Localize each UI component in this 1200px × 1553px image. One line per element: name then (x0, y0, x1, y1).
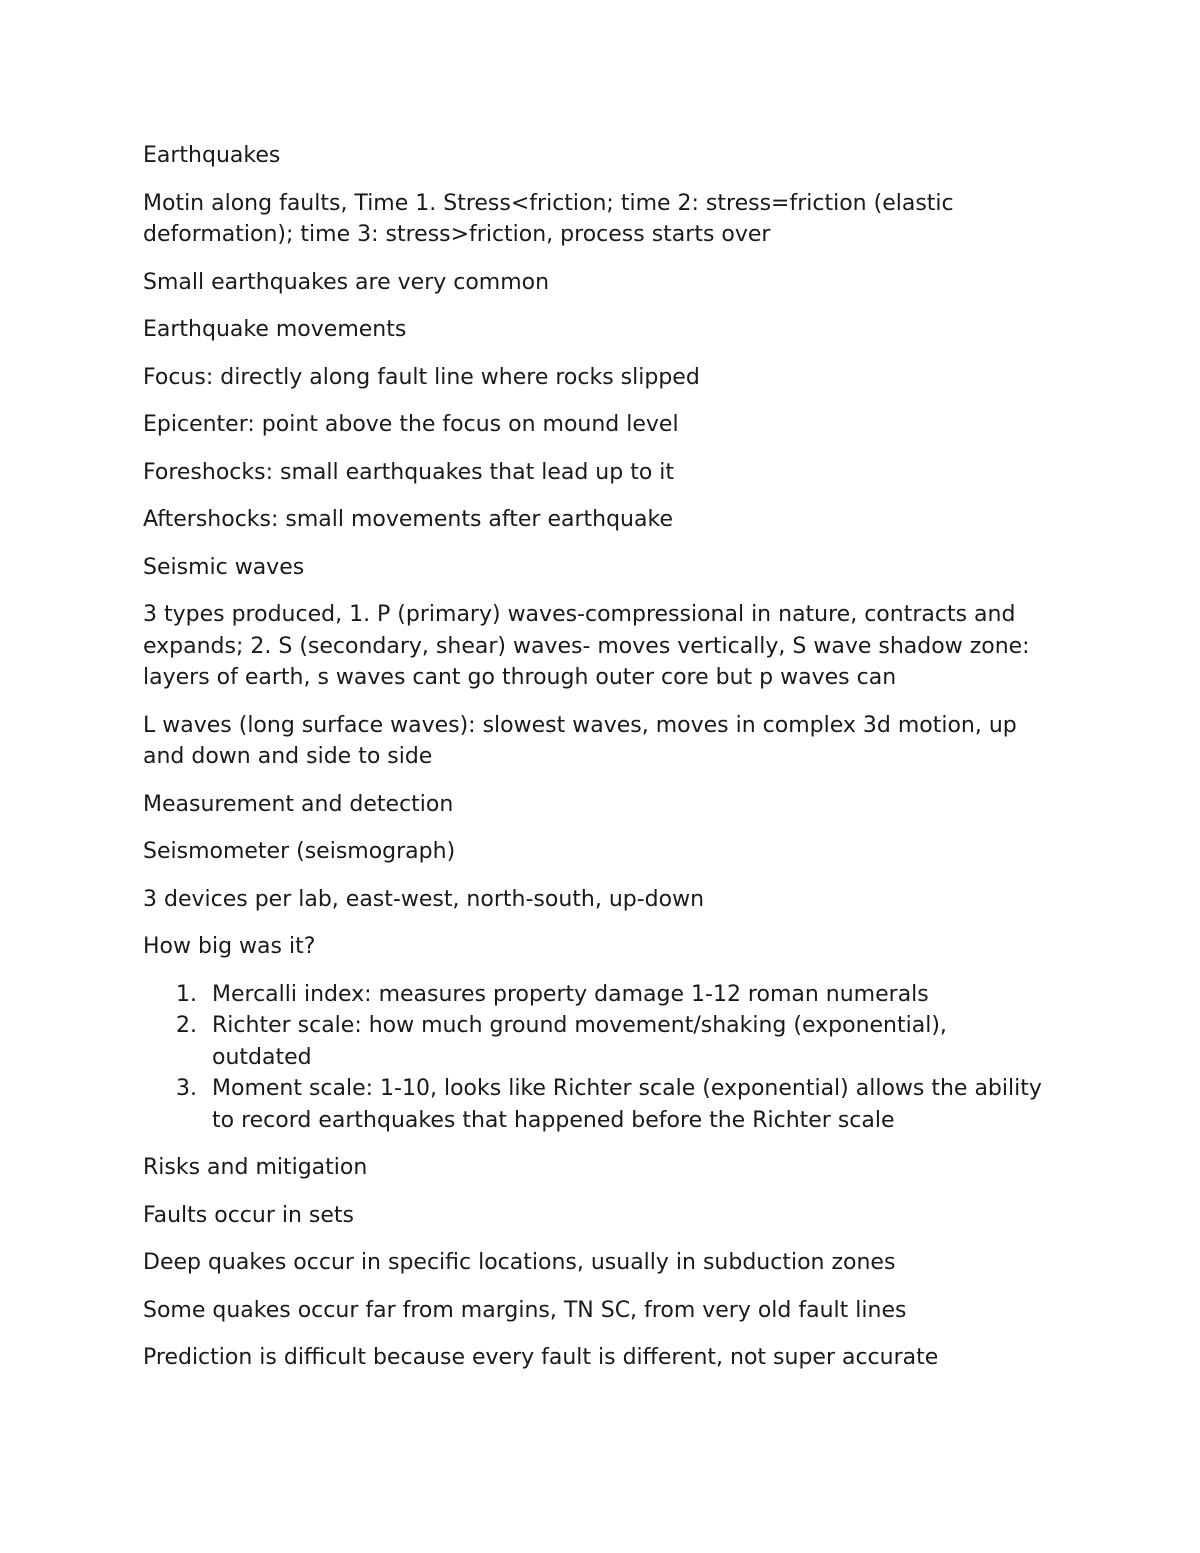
paragraph-epicenter: Epicenter: point above the focus on mound level (143, 412, 679, 437)
list-item (143, 979, 1043, 1011)
paragraph-aftershocks: Aftershocks: small movements after earthquake (143, 507, 673, 532)
paragraph-foreshocks: Foreshocks: small earthquakes that lead up to it (143, 459, 675, 485)
scale-list (143, 979, 1043, 1137)
heading-how-big: How big was it? (143, 934, 316, 959)
heading-seismic-waves: Seismic waves (143, 554, 305, 580)
paragraph-focus: Focus: directly along fault line where rocks slipped (143, 364, 700, 390)
list-number: 2. (176, 1013, 197, 1038)
list-item-text: Richter scale: how much ground movement/shaking (exponential), outdated (212, 1013, 947, 1070)
paragraph-prediction: Prediction is difficult because every fault is different, not super accurate (143, 1345, 939, 1370)
paragraph-deep-quakes: Deep quakes occur in specific locations, usually in subduction zones (143, 1250, 896, 1275)
paragraph-faults-in-sets: Faults occur in sets (143, 1202, 355, 1228)
list-item-text: Moment scale: 1-10, looks like Richter scale (exponential) allows the ability to record earthquakes that happened before the Richter scale (212, 1076, 1042, 1133)
list-item-text: Mercalli index: measures property damage 1-12 roman numerals (212, 981, 929, 1007)
paragraph-l-waves: L waves (long surface waves): slowest waves, moves in complex 3d motion, up and down and side to side (143, 712, 1017, 769)
paragraph-wave-types: 3 types produced, 1. P (primary) waves-compressional in nature, contracts and expands; 2. S (secondary, shear) waves- moves vertically, S wave shadow zone: layers of earth, s waves cant go through outer core but p waves can (143, 602, 1030, 690)
list-number: 3. (176, 1076, 197, 1101)
paragraph-seismometer: Seismometer (seismograph) (143, 839, 456, 864)
document-body (143, 140, 1043, 1390)
list-item (143, 1010, 1043, 1073)
list-number: 1. (176, 981, 197, 1007)
paragraph-far-from-margins: Some quakes occur far from margins, TN SC, from very old fault lines (143, 1297, 907, 1323)
list-item (143, 1073, 1043, 1136)
paragraph-small-earthquakes: Small earthquakes are very common (143, 269, 550, 295)
heading-measurement-detection: Measurement and detection (143, 791, 454, 817)
paragraph-motion-along-faults: Motin along faults, Time 1. Stress<friction; time 2: stress=friction (elastic deformation); time 3: stress>friction, process starts over (143, 190, 954, 247)
heading-risks-mitigation: Risks and mitigation (143, 1155, 368, 1180)
paragraph-devices-per-lab: 3 devices per lab, east-west, north-south, up-down (143, 886, 705, 912)
document-title: Earthquakes (143, 143, 281, 168)
heading-earthquake-movements: Earthquake movements (143, 317, 407, 342)
